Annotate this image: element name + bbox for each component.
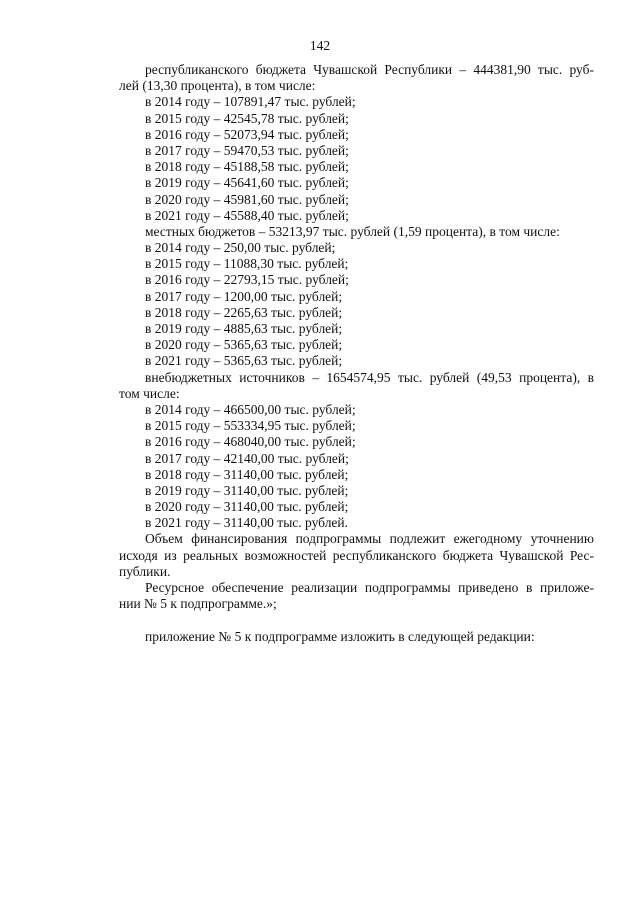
extra-year-2017: в 2017 году – 42140,00 тыс. рублей;	[145, 450, 349, 466]
local-year-2018: в 2018 году – 2265,63 тыс. рублей;	[145, 304, 343, 320]
extra-year-2018: в 2018 году – 31140,00 тыс. рублей;	[145, 466, 349, 482]
document-body	[119, 62, 594, 645]
volume-para-line-1: Объем финансирования подпрограммы подлежит ежегодному уточнению	[145, 531, 594, 547]
local-year-2016: в 2016 году – 22793,15 тыс. рублей;	[145, 272, 349, 288]
extra-year-2020: в 2020 году – 31140,00 тыс. рублей;	[145, 499, 349, 515]
extra-year-2014: в 2014 году – 466500,00 тыс. рублей;	[145, 401, 356, 417]
republic-year-2020: в 2020 году – 45981,60 тыс. рублей;	[145, 191, 349, 207]
republic-year-2019: в 2019 году – 45641,60 тыс. рублей;	[145, 175, 349, 191]
page-number: 142	[309, 38, 331, 53]
extra-budget-line-2: том числе:	[119, 385, 180, 401]
republic-budget-line-2: лей (13,30 процента), в том числе:	[119, 78, 316, 94]
republic-year-2016: в 2016 году – 52073,94 тыс. рублей;	[145, 126, 349, 142]
local-year-2017: в 2017 году – 1200,00 тыс. рублей;	[145, 288, 343, 304]
spacer	[119, 612, 594, 628]
appendix-para: приложение № 5 к подпрограмме изложить в следующей редакции:	[145, 628, 535, 644]
local-year-2021: в 2021 году – 5365,63 тыс. рублей;	[145, 353, 343, 369]
volume-para-line-3: публики.	[119, 563, 171, 579]
republic-year-2014: в 2014 году – 107891,47 тыс. рублей;	[145, 94, 356, 110]
local-year-2019: в 2019 году – 4885,63 тыс. рублей;	[145, 321, 343, 336]
local-budget-line-1: местных бюджетов – 53213,97 тыс. рублей (1,59 процента), в том числе:	[145, 223, 560, 239]
resource-para-line-1: Ресурсное обеспечение реализации подпрограммы приведено в приложе-	[145, 580, 594, 595]
resource-para-line-2: нии № 5 к подпрограмме.»;	[119, 596, 277, 612]
local-year-2014: в 2014 году – 250,00 тыс. рублей;	[145, 240, 336, 256]
extra-year-2021: в 2021 году – 31140,00 тыс. рублей.	[145, 515, 349, 531]
extra-year-2015: в 2015 году – 553334,95 тыс. рублей;	[145, 418, 356, 434]
extra-budget-line-1: внебюджетных источников – 1654574,95 тыс. рублей (49,53 процента), в	[145, 369, 594, 385]
extra-year-2016: в 2016 году – 468040,00 тыс. рублей;	[145, 434, 356, 450]
local-year-2020: в 2020 году – 5365,63 тыс. рублей;	[145, 337, 343, 353]
volume-para-line-2: исходя из реальных возможностей республиканского бюджета Чувашской Рес-	[119, 547, 594, 563]
republic-budget-line-1: республиканского бюджета Чувашской Республики – 444381,90 тыс. руб-	[145, 62, 594, 77]
local-year-2015: в 2015 году – 11088,30 тыс. рублей;	[145, 256, 349, 272]
republic-year-2015: в 2015 году – 42545,78 тыс. рублей;	[145, 110, 349, 126]
republic-year-2018: в 2018 году – 45188,58 тыс. рублей;	[145, 159, 349, 175]
extra-year-2019: в 2019 году – 31140,00 тыс. рублей;	[145, 482, 349, 498]
republic-year-2017: в 2017 году – 59470,53 тыс. рублей;	[145, 142, 349, 158]
republic-year-2021: в 2021 году – 45588,40 тыс. рублей;	[145, 207, 349, 223]
